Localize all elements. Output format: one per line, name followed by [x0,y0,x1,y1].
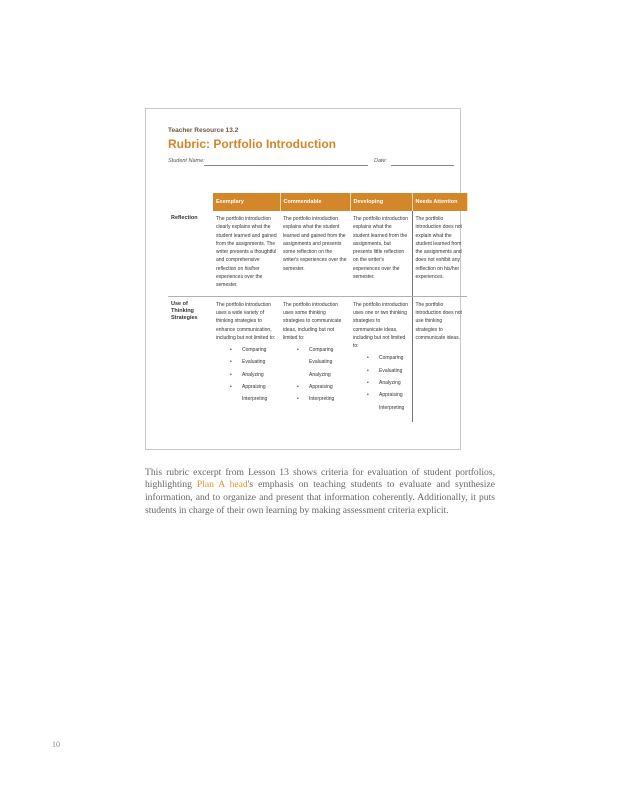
column-header-exemplary: Exemplary [213,193,280,211]
table-row-reflection [168,211,467,296]
criterion-line: Strategies [171,314,198,321]
criterion-line: Thinking [171,307,194,314]
resource-label: Teacher Resource 13.2 [168,127,239,134]
table-cell [213,296,280,422]
list-item: Interpreting [379,404,405,411]
list-item: • Comparing [283,346,347,354]
table-cell: The portfolio introduction does not explain what the student learned from the assignments and does not exhibit any reflection on his/her experiences. [412,211,467,296]
student-name-label: Student Name: [168,158,205,164]
strategy-list [216,346,277,403]
rubric-content [168,127,464,411]
list-item: • Evaluating [353,367,409,375]
column-header-developing: Developing [350,193,412,211]
table-cell [280,296,350,422]
caption-highlight: Plan A head [196,479,248,491]
column-header-blank [168,193,213,211]
strategy-list [353,354,409,411]
student-name-blank [204,165,368,166]
list-item: Analyzing [309,371,331,378]
cell-intro: The portfolio introduction uses some thinking strategies to communicate ideas, including but not limited to: [283,301,342,341]
page-number: 10 [52,740,60,749]
table-cell [350,296,412,422]
list-item: • Comparing [353,354,409,362]
rubric-table [168,193,468,422]
list-item: Interpreting [242,396,268,403]
criterion-line: Use of [171,300,188,307]
date-blank [391,165,454,166]
list-item: Evaluating [309,359,333,366]
figure-caption [145,467,495,518]
list-item: • Appraising [353,391,409,399]
column-header-commendable: Commendable [280,193,350,211]
strategy-list [283,346,347,403]
list-item: • Appraising [283,383,347,391]
student-info-line [168,158,464,166]
list-item: • Analyzing [353,379,409,387]
list-item: • Evaluating [216,358,277,366]
criterion-cell: Reflection [168,211,213,296]
list-item: • Comparing [216,346,277,354]
column-header-needs-attention: Needs Attention [412,193,467,211]
date-label: Date: [374,158,388,164]
list-item: • Appraising [216,383,277,391]
list-item: • Analyzing [216,371,277,379]
criterion-cell [168,296,213,422]
cell-intro: The portfolio introduction uses a wide variety of thinking strategies to enhance communication, including but not limited to: [216,301,276,341]
table-cell: The portfolio introduction does not use thinking strategies to communicate ideas. [412,296,467,422]
rubric-figure [145,108,461,450]
header-row [168,193,467,211]
caption-text: This rubric excerpt from Lesson 13 shows criteria for evaluation of student portfolios, highlighting [145,466,495,491]
table-cell: The portfolio introduction explains what the student learned and gained from the assignments and presents some reflection on the writer's experiences over the semester. [280,211,350,296]
table-cell: The portfolio introduction explains what the student learned from the assignments, but presents little reflection on the writer's experiences over the semester. [350,211,412,296]
rubric-title: Rubric: Portfolio Introduction [168,137,336,151]
table-row-thinking-strategies [168,296,467,422]
table-cell: The portfolio introduction clearly explains what the student learned and gained from the assignments. The writer presents a thoughtful and comprehensive reflection on his/her experiences over the semester. [213,211,280,296]
cell-intro: The portfolio introduction uses one or two thinking strategies to communicate ideas, including but not limited to: [353,301,409,350]
list-item: • Interpreting [283,395,347,403]
caption-text: 's emphasis on teaching students to evaluate and synthesize information, and to organize and present that information coherently. Additionally, it puts students in charge of their own learning by making assessment criteria explicit. [145,479,495,516]
